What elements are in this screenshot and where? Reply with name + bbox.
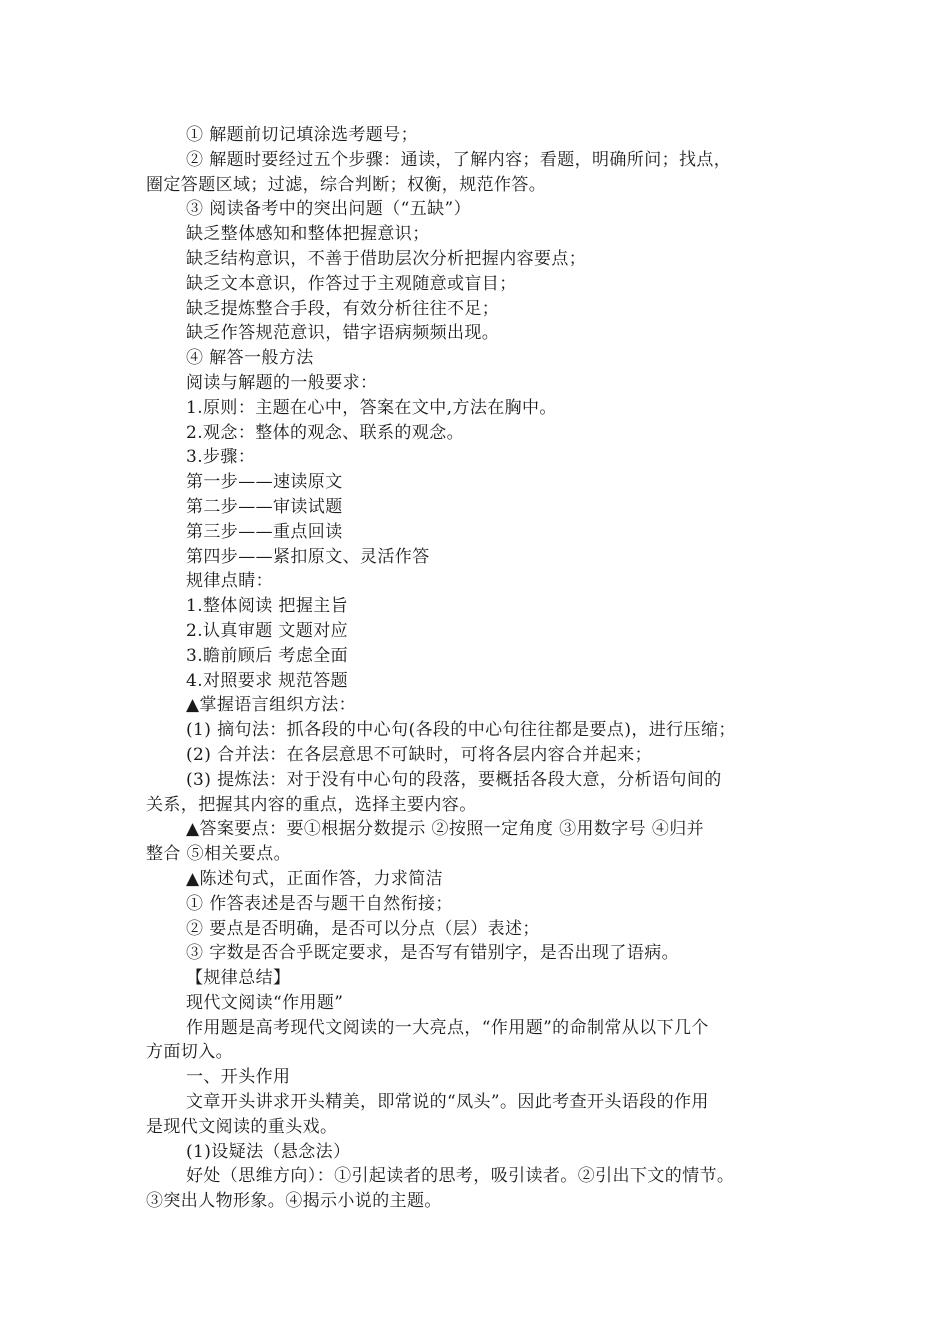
text-line: 是现代文阅读的重头戏。 (146, 1116, 338, 1137)
text-line: 方面切入。 (146, 1042, 233, 1063)
text-line: 规律点睛： (186, 571, 273, 592)
text-line: ▲答案要点：要①根据分数提示 ②按照一定角度 ③用数字号 ④归并 (186, 819, 705, 840)
text-line: 整合 ⑤相关要点。 (146, 844, 292, 865)
text-line: 缺乏文本意识，作答过于主观随意或盲目； (186, 273, 517, 294)
text-line: 3.步骤： (186, 447, 256, 468)
text-line: 第四步——紧扣原文、灵活作答 (186, 546, 430, 567)
text-line: 一、开头作用 (186, 1067, 291, 1088)
text-line: 文章开头讲求开头精美，即常说的“凤头”。因此考查开头语段的作用 (186, 1092, 709, 1113)
text-line: (2) 合并法：在各层意思不可缺时，可将各层内容合并起来； (186, 744, 653, 765)
text-line: 2.观念：整体的观念、联系的观念。 (186, 422, 465, 443)
text-line: 2.认真审题 文题对应 (186, 620, 349, 641)
text-line: ② 要点是否明确，是否可以分点（层）表述； (186, 918, 540, 939)
text-line: 关系，把握其内容的重点，选择主要内容。 (146, 794, 477, 815)
text-line: (3) 提炼法：对于没有中心句的段落，要概括各段大意，分析语句间的 (186, 769, 722, 790)
text-line: 好处（思维方向）：①引起读者的思考，吸引读者。②引出下文的情节。 (186, 1166, 735, 1187)
text-line: ② 解题时要经过五个步骤：通读，了解内容；看题，明确所问；找点， (186, 149, 732, 170)
text-line: ④ 解答一般方法 (186, 348, 314, 369)
text-line: 第三步——重点回读 (186, 521, 343, 542)
text-line: 3.瞻前顾后 考虑全面 (186, 645, 349, 666)
text-line: ③突出人物形象。④揭示小说的主题。 (146, 1191, 442, 1212)
text-line: 1.原则：主题在心中，答案在文中,方法在胸中。 (186, 397, 557, 418)
text-line: 缺乏整体感知和整体把握意识； (186, 224, 430, 245)
text-line: ① 解题前切记填涂选考题号； (186, 125, 419, 145)
text-line: ▲陈述句式，正面作答，力求简洁 (186, 868, 444, 889)
text-line: 缺乏作答规范意识，错字语病频频出现。 (186, 323, 500, 344)
text-line: (1)设疑法（悬念法） (186, 1141, 351, 1162)
text-line: ① 作答表述是否与题干自然衔接； (186, 893, 453, 914)
text-line: 1.整体阅读 把握主旨 (186, 596, 349, 617)
document-body (146, 123, 810, 1214)
text-line: ③ 字数是否合乎既定要求，是否写有错别字，是否出现了语病。 (186, 943, 680, 964)
text-line: ③ 阅读备考中的突出问题（“五缺”） (186, 199, 471, 220)
text-line: 4.对照要求 规范答题 (186, 670, 349, 691)
text-line: 作用题是高考现代文阅读的一大亮点，“作用题”的命制常从以下几个 (186, 1017, 709, 1038)
text-line: 现代文阅读“作用题” (186, 992, 344, 1013)
text-line: 缺乏提炼整合手段，有效分析往往不足； (186, 298, 500, 319)
text-line: 阅读与解题的一般要求： (186, 372, 378, 393)
text-line: 第一步——速读原文 (186, 472, 343, 493)
text-line: (1) 摘句法：抓各段的中心句(各段的中心句往往都是要点)，进行压缩； (186, 720, 736, 741)
text-line: ▲掌握语言组织方法： (186, 695, 357, 716)
text-line: 圈定答题区域；过滤，综合判断；权衡，规范作答。 (146, 174, 547, 195)
text-line: 【规律总结】 (186, 968, 291, 989)
text-line: 第二步——审读试题 (186, 496, 343, 517)
text-line: 缺乏结构意识，不善于借助层次分析把握内容要点； (186, 248, 587, 269)
